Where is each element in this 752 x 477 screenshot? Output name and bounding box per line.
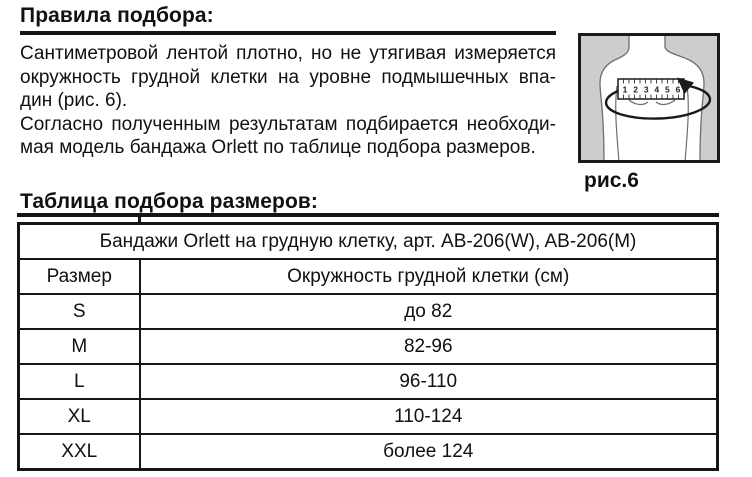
size-cell: XL: [19, 399, 140, 434]
table-row: [19, 434, 718, 470]
tape-number: 2: [633, 84, 638, 95]
range-cell: 96-110: [140, 364, 718, 399]
range-cell: 110-124: [140, 399, 718, 434]
range-cell: более 124: [140, 434, 718, 470]
product-title-cell: Бандажи Orlett на грудную клетку, арт. AB-206(W), AB-206(M): [19, 224, 718, 260]
figure-caption: рис.6: [584, 169, 639, 192]
range-cell: 82-96: [140, 329, 718, 364]
table-header-row: [19, 259, 718, 294]
size-cell: XXL: [19, 434, 140, 470]
column-header-circumference: Окружность грудной клетки (см): [140, 259, 718, 294]
tape-number: 1: [622, 84, 628, 95]
paragraph-line: Согласно полученным результатам подбирается необходи-: [20, 113, 556, 135]
table-row: [19, 399, 718, 434]
tape-number: 6: [675, 84, 681, 95]
paragraph-line: дин (рис. 6).: [20, 90, 128, 111]
column-header-size: Размер: [19, 259, 140, 294]
size-cell: L: [19, 364, 140, 399]
tape-number: 5: [665, 84, 670, 95]
tape-number: 4: [654, 84, 660, 95]
table-product-row: [19, 224, 718, 260]
size-selection-table: [17, 222, 719, 471]
table-row: [19, 294, 718, 329]
heading-rule-2: [17, 213, 719, 217]
table-row: [19, 364, 718, 399]
heading-rule-1: [20, 31, 556, 35]
range-cell: до 82: [140, 294, 718, 329]
paragraph-line: окружность грудной клетки на уровне подмышечных впа-: [20, 66, 556, 88]
section-title-selection-rules: Правила подбора:: [20, 4, 214, 27]
size-cell: M: [19, 329, 140, 364]
paragraph-line: мая модель бандажа Orlett по таблице подбора размеров.: [20, 137, 536, 158]
chest-measurement-illustration: [581, 36, 717, 160]
size-cell: S: [19, 294, 140, 329]
chest-measurement-figure: [578, 33, 720, 163]
table-row: [19, 329, 718, 364]
selection-rules-paragraph: [20, 42, 556, 160]
section-title-size-table: Таблица подбора размеров:: [20, 190, 319, 213]
paragraph-line: Сантиметровой лентой плотно, но не утягивая измеряется: [20, 43, 556, 64]
tape-number: 3: [643, 84, 649, 95]
